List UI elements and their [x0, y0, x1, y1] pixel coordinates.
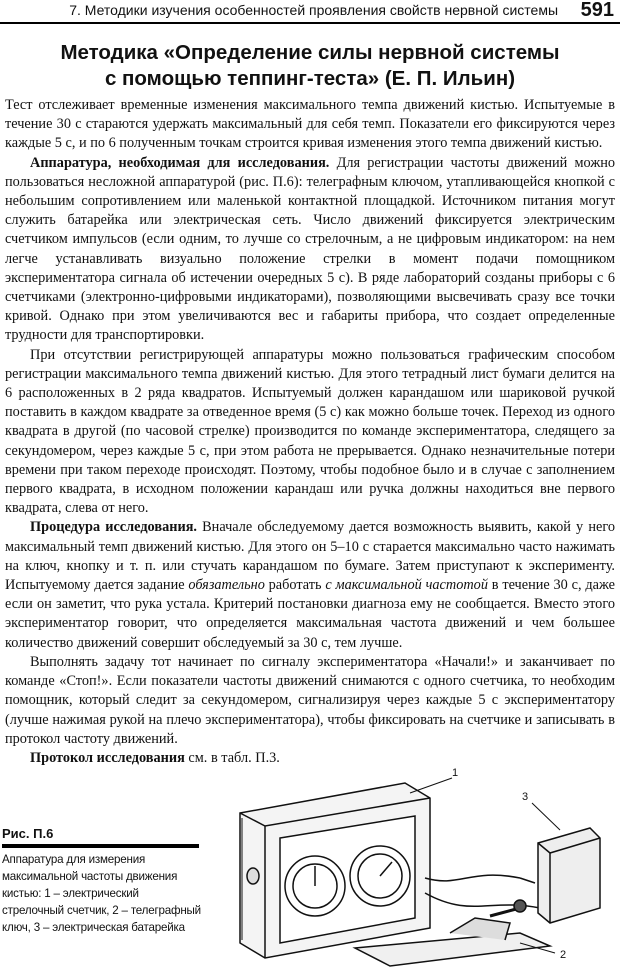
page-number: 591	[580, 0, 614, 21]
title-line-2: с помощью теппинг-теста» (Е. П. Ильин)	[104, 67, 516, 90]
section-title	[0, 40, 620, 92]
procedure-text-a: Вначале обследуемому дается возможность выявить, какой у него максимальный темп движений кистью. Для этого он 5–10 с старается максимально часто нажимать на ключ, кнопку и т. п. или стучать карандашом по бумаге. Затем приступают к эксперименту. Испытуемому дается задание	[5, 519, 615, 594]
paragraph-execution: Выполнять задачу тот начинает по сигналу экспериментатора «Начали!» и заканчивает по команде «Стоп!». Если показатели частоты движений снимаются с одного счетчика, то необходим помощник, который следит за секундомером, сигнализируя через каждые 5 с экспериментатору (лучше нажимая рукой на плечо экспериментатора), чтобы фиксировать на счетчике и записывать в протокол частоту движений.	[5, 653, 615, 747]
apparatus-text: Для регистрации частоты движений можно пользоваться несложной аппаратурой (рис. П.6): телеграфным ключом, утапливающейся кнопкой с небольшим сопротивлением или маленькой контактной площадкой. Источником питания могут служить батарейка или электрическая сеть. Число движений фиксируется электрическим счетчиком импульсов (если одним, то лучше со стрелочным, а не цифровым индикатором: на нем легче устанавливать визуально положение стрелки в момент подачи помощником экспериментатора сигнала об истечении очередных 5 с). В ряде лабораторий созданы приборы с 6 счетчиками (электронно-цифровыми индикаторами), позволяющими высвечивать сразу все точки кривой. Однако при этом увеличиваются вес и габариты прибора, что создает определенные трудности для транспортировки.	[5, 154, 615, 344]
callout-3: 3	[522, 791, 529, 803]
protocol-heading: Протокол исследования	[30, 749, 185, 766]
callout-2: 2	[560, 949, 567, 961]
apparatus-drawing	[220, 758, 620, 970]
apparatus-illustration	[220, 758, 620, 970]
chapter-title: 7. Методики изучения особенностей проявления свойств нервной системы	[69, 2, 558, 18]
paragraph-apparatus	[5, 154, 615, 346]
running-header	[0, 0, 620, 24]
paragraph-procedure	[5, 518, 615, 652]
figure-ref: Рис. П.6	[2, 826, 199, 848]
apparatus-heading: Аппаратура, необходимая для исследования.	[30, 154, 330, 171]
procedure-emphasis-2: с максимальной частотой	[325, 577, 488, 594]
article-body	[5, 96, 615, 768]
paragraph-intro: Тест отслеживает временные изменения максимального темпа движений кистью. Испытуемые в течение 30 с стараются удержать максимальный для себя темп. Показатели его фиксируются через каждые 5 с, и по 6 полученным точкам строится кривая изменения этого темпа движений кистью.	[5, 97, 615, 152]
figure-caption	[2, 826, 202, 936]
title-line-1: Методика «Определение силы нервной системы	[60, 41, 560, 64]
procedure-text-b: работать	[264, 577, 326, 594]
procedure-emphasis-1: обязательно	[188, 577, 265, 594]
paragraph-graphic-method: При отсутствии регистрирующей аппаратуры можно пользоваться графическим способом регистрации максимального темпа движений кистью. Для этого тетрадный лист бумаги делится на 6 расположенных в 2 ряда квадратов. Испытуемый должен карандашом или шариковой ручкой поставить в каждом квадрате за отведенное время (5 с) как можно больше точек. Переход из одного квадрата в другой (по часовой стрелке) производится по команде экспериментатора, следящего за секундомером, через каждые 5 с, при этом работа не прерывается. Однако незначительные потери времени при таком переходе происходят. Поэтому, чтобы подобное было и в случае с заполнением первого квадрата, в исходном положении карандаш или ручка должны находиться вне первого квадрата, слева от него.	[5, 346, 615, 517]
protocol-text: см. в табл. П.3.	[184, 749, 280, 766]
figure-caption-text: Аппаратура для измерения максимальной частоты движения кистью: 1 – электрический стрелочный счетчик, 2 – телеграфный ключ, 3 – электрическая батарейка	[2, 853, 201, 934]
procedure-text-c: в течение 30 с, даже если он заметит, что рука устала. Критерий постановки диагноза ему не сообщается. Вместо этого экспериментатор говорит, что определяется максимальная частота движений и чем большее количество движений совершит обследуемый за 30 с, тем лучше.	[5, 577, 615, 651]
callout-1: 1	[452, 767, 459, 779]
procedure-heading: Процедура исследования.	[30, 519, 198, 536]
